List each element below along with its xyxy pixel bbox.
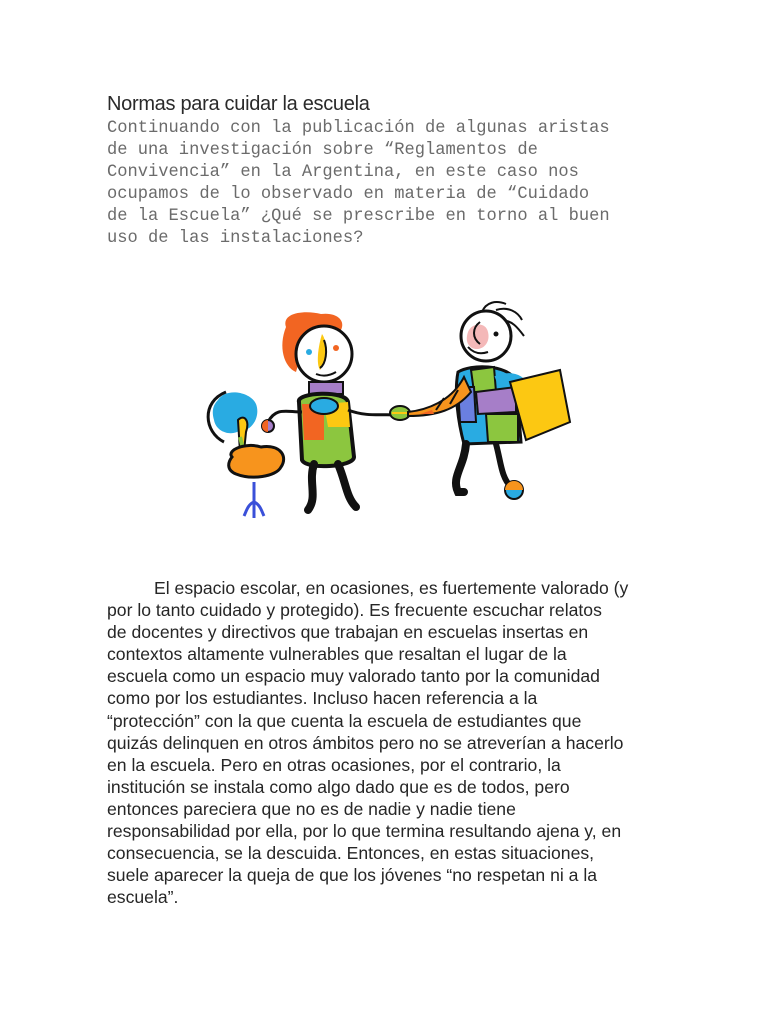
chair-icon	[208, 392, 284, 518]
body-line: quizás delinquen en otros ámbitos pero no se atreverían a hacerlo	[107, 732, 624, 753]
body-line: contextos altamente vulnerables que resaltan el lugar de la	[107, 644, 567, 665]
body-line: consecuencia, se la descuida. Entonces, en estas situaciones,	[107, 843, 595, 864]
body-line: escuela como un espacio muy valorado tanto por la comunidad	[107, 666, 600, 687]
body-line: institución se instala como algo dado que es de todos, pero	[107, 776, 570, 797]
lead-line: de una investigación sobre “Reglamentos de	[107, 141, 538, 160]
body-line: “protección” con la que cuenta la escuela de estudiantes que	[107, 710, 582, 731]
body-line: de docentes y directivos que trabajan en escuelas insertas en	[107, 622, 589, 643]
body-line: entonces pareciera que no es de nadie y nadie tiene	[107, 798, 516, 819]
body-line: escuela”.	[107, 887, 179, 908]
body-line: suele aparecer la queja de que los jóvenes “no respetan ni a la	[107, 865, 598, 886]
lead-line: Convivencia” en la Argentina, en este caso nos	[107, 163, 579, 182]
lead-line: uso de las instalaciones?	[107, 229, 364, 248]
body-line: como por los estudiantes. Incluso hacen referencia a la	[107, 688, 538, 709]
left-child-figure	[262, 312, 396, 510]
document-title: Normas para cuidar la escuela	[107, 93, 370, 115]
children-handshake-illustration	[196, 292, 580, 524]
lead-line: de la Escuela” ¿Qué se prescribe en torno al buen	[107, 207, 610, 226]
right-child-figure	[408, 302, 570, 499]
body-line: responsabilidad por ella, por lo que termina resultando ajena y, en	[107, 821, 622, 842]
body-line: en la escuela. Pero en otras ocasiones, por el contrario, la	[107, 754, 561, 775]
lead-line: ocupamos de lo observado en materia de “Cuidado	[107, 185, 590, 204]
body-paragraph	[107, 577, 677, 908]
lead-paragraph	[107, 118, 687, 250]
lead-line: Continuando con la publicación de algunas aristas	[107, 119, 610, 138]
body-line: El espacio escolar, en ocasiones, es fuertemente valorado (y	[154, 578, 629, 598]
body-line: por lo tanto cuidado y protegido). Es frecuente escuchar relatos	[107, 600, 602, 621]
